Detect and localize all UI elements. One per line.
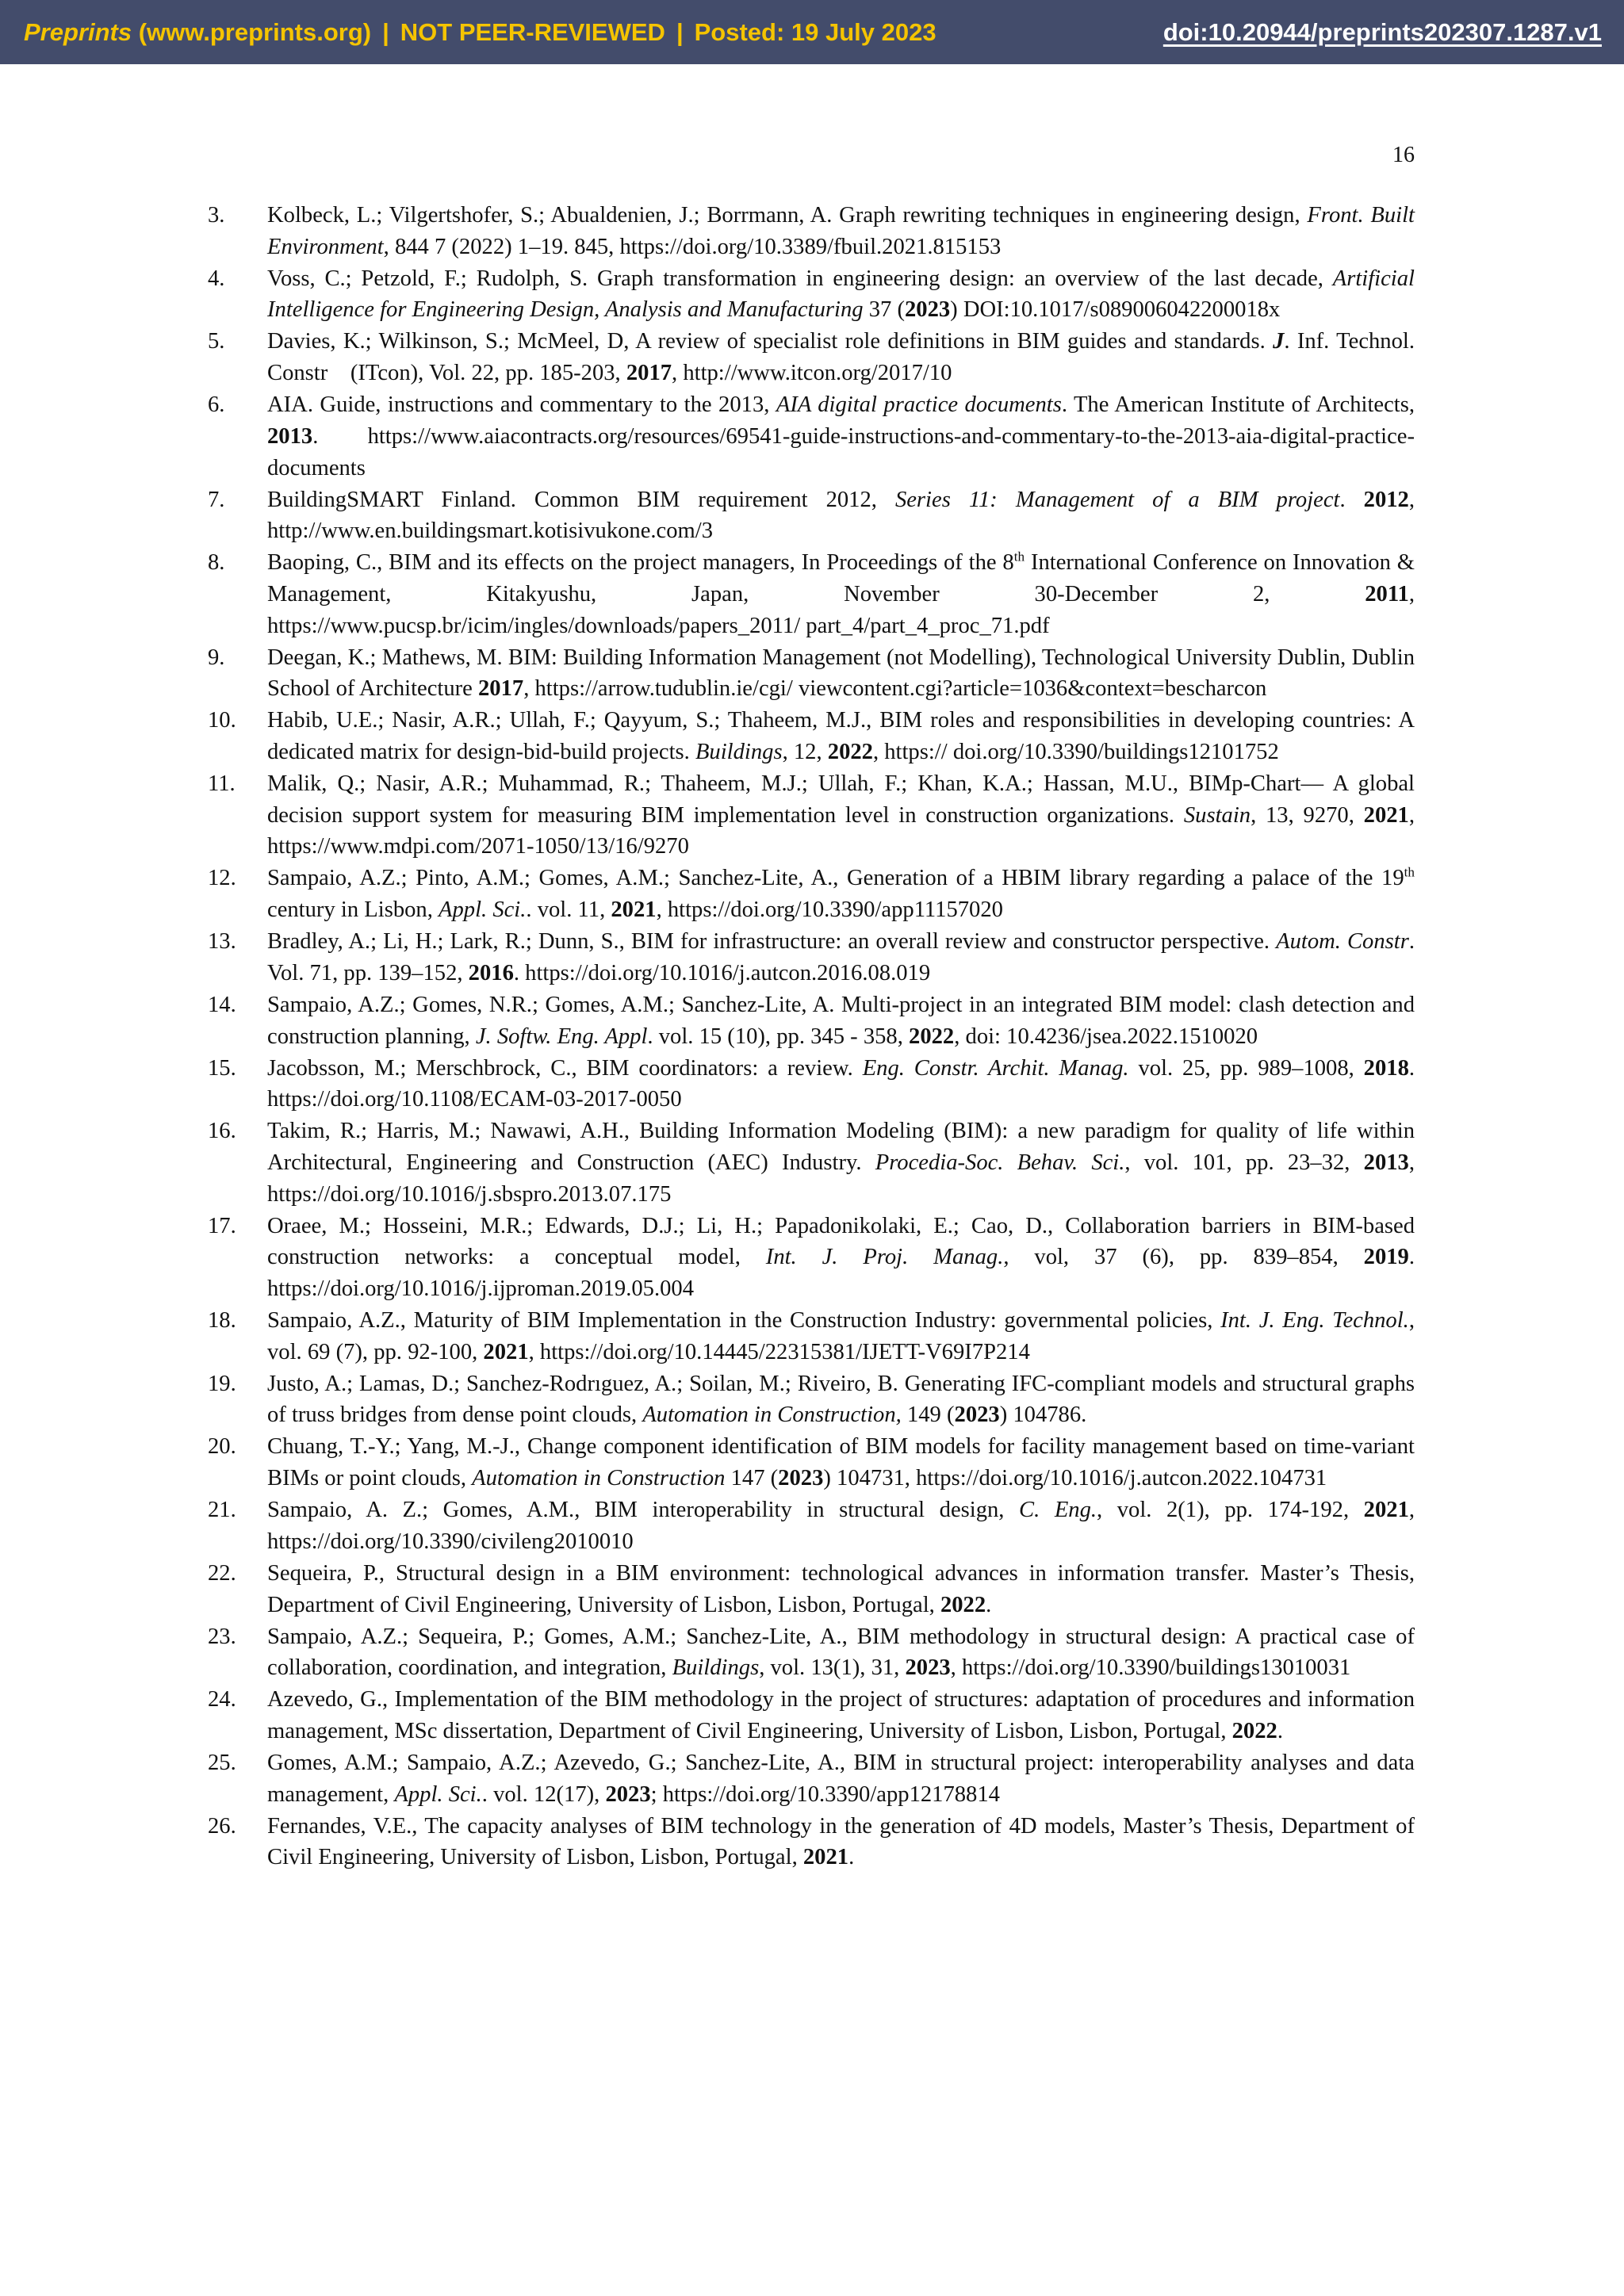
reference-segment: . https://www.aiacontracts.org/resources/69541-guide-instructions-and-commentary-to-the-2013-aia-digital-practice-documents [267, 423, 1415, 480]
publication-year: 2011 [1365, 581, 1409, 607]
reference-segment: , 12, [782, 740, 828, 765]
reference-item [208, 989, 1415, 1052]
reference-item [208, 326, 1415, 388]
publication-year: 2021 [802, 1845, 849, 1870]
reference-item [208, 1621, 1415, 1684]
reference-number: 13. [208, 929, 236, 955]
reference-segment: Deegan, K.; Mathews, M. BIM: Building Information Management (not Modelling), Technological University Dublin, Dublin School of Architecture [267, 645, 1415, 702]
publication-year: 2021 [1363, 1498, 1409, 1523]
reference-item [208, 389, 1415, 484]
reference-segment: century in Lisbon, [267, 897, 439, 923]
reference-item [208, 1431, 1415, 1494]
reference-item [208, 1368, 1415, 1431]
reference-segment: . https://doi.org/10.1108/ECAM-03-2017-0050 [267, 1055, 1415, 1112]
journal-title: Front. Built Environment [267, 203, 1415, 259]
reference-segment: Baoping, C., BIM and its effects on the project managers, In Proceedings of the 8 [267, 550, 1014, 576]
reference-segment: . The American Institute of Architects, [1061, 392, 1415, 418]
reference-segment: Sampaio, A. Z.; Gomes, A.M., BIM interoperability in structural design, [267, 1498, 1020, 1523]
reference-number: 12. [208, 866, 236, 891]
publication-year: 2023 [605, 1781, 651, 1807]
reference-segment: ) DOI:10.1017/s089006042200018x [950, 297, 1281, 323]
reference-segment: Jacobsson, M.; Merschbrock, C., BIM coordinators: a review. [267, 1055, 863, 1081]
reference-segment: , vol, 37 (6), pp. 839–854, [1003, 1245, 1364, 1270]
reference-segment: vol. 25, pp. 989–1008, [1128, 1055, 1364, 1081]
reference-segment: . https://doi.org/10.1016/j.ijproman.2019.05.004 [267, 1245, 1415, 1302]
reference-text [267, 1115, 1415, 1210]
publication-year: 2021 [1363, 802, 1409, 828]
publication-year: 2022 [1231, 1718, 1277, 1743]
reference-item [208, 1811, 1415, 1873]
reference-text [267, 389, 1415, 484]
reference-text [267, 1368, 1415, 1431]
reference-text [267, 1431, 1415, 1494]
publication-year: 2023 [904, 297, 951, 323]
reference-number: 19. [208, 1371, 236, 1396]
reference-segment: , https://doi.org/10.14445/22315381/IJETT-V69I7P214 [528, 1339, 1030, 1364]
reference-text [267, 705, 1415, 767]
banner-left [24, 18, 936, 47]
publication-year: 2017 [478, 676, 524, 702]
reference-text [267, 1053, 1415, 1115]
reference-segment: . vol. 12(17), [481, 1781, 606, 1807]
reference-segment: Davies, K.; Wilkinson, S.; McMeel, D, A review of specialist role definitions in BIM guides and standards. [267, 329, 1274, 354]
reference-segment: ) 104731, https://doi.org/10.1016/j.autcon.2022.104731 [823, 1466, 1327, 1491]
reference-text [267, 926, 1415, 989]
reference-segment: , https:// doi.org/10.3390/buildings12101752 [872, 740, 1279, 765]
journal-title: C. Eng. [1019, 1498, 1097, 1523]
reference-segment: Justo, A.; Lamas, D.; Sanchez-Rodrıguez, A.; Soilan, M.; Riveiro, B. Generating IFC-compliant models and structural graphs of truss bridges from dense point clouds, [267, 1371, 1415, 1428]
reference-segment: . vol. 11, [526, 897, 611, 923]
reference-segment: Sampaio, A.Z.; Sequeira, P.; Gomes, A.M.; Sanchez-Lite, A., BIM methodology in structural design: A practical case of collaboration, coordination, and integration, [267, 1624, 1415, 1681]
banner-separator: | [382, 17, 389, 46]
reference-segment: International Conference on Innovation & Management, Kitakyushu, Japan, November 30-December 2, [267, 550, 1415, 607]
reference-number: 18. [208, 1308, 236, 1334]
publication-year: 2012 [1363, 487, 1409, 512]
reference-segment: . Vol. 71, pp. 139–152, [267, 929, 1415, 985]
reference-segment: , doi: 10.4236/jsea.2022.1510020 [954, 1024, 1258, 1049]
reference-item [208, 1053, 1415, 1115]
reference-text [267, 547, 1415, 641]
reference-number: 24. [208, 1687, 236, 1712]
reference-segment: Kolbeck, L.; Vilgertshofer, S.; Abualdenien, J.; Borrmann, A. Graph rewriting techniques in engineering design, [267, 203, 1308, 228]
posted-date: Posted: 19 July 2023 [694, 17, 936, 46]
reference-segment: 149 ( [901, 1402, 955, 1428]
reference-number: 17. [208, 1213, 236, 1238]
preprints-brand: Preprints [24, 17, 132, 46]
reference-segment: Habib, U.E.; Nasir, A.R.; Ullah, F.; Qayyum, S.; Thaheem, M.J., BIM roles and responsibilities in developing countries: A dedicated matrix for design-bid-build projects. [267, 708, 1415, 765]
reference-item [208, 642, 1415, 705]
journal-title: Series 11: Management of a BIM project [894, 487, 1340, 512]
reference-segment: . [1339, 487, 1364, 512]
reference-number: 20. [208, 1434, 236, 1460]
reference-segment: , vol. 2(1), pp. 174-192, [1097, 1498, 1364, 1523]
reference-segment: , vol. 13(1), 31, [759, 1655, 906, 1681]
reference-segment: Fernandes, V.E., The capacity analyses of BIM technology in the generation of 4D models, Master’s Thesis, Department of Civil Engineering, University of Lisbon, Lisbon, Portugal, [267, 1813, 1415, 1870]
reference-segment: Sampaio, A.Z., Maturity of BIM Implementation in the Construction Industry: governmental policies, [267, 1308, 1221, 1334]
reference-number: 25. [208, 1750, 236, 1775]
reference-segment: , vol. 101, pp. 23–32, [1124, 1150, 1364, 1175]
publication-year: 2023 [954, 1402, 1000, 1428]
doi-link[interactable]: doi:10.20944/preprints202307.1287.v1 [1162, 17, 1602, 46]
reference-text [267, 768, 1415, 863]
reference-number: 14. [208, 992, 236, 1017]
peer-review-status: NOT PEER-REVIEWED [400, 17, 665, 46]
reference-number: 8. [208, 550, 225, 576]
reference-text [267, 989, 1415, 1052]
preprint-banner [0, 0, 1624, 64]
journal-title: Sustain [1183, 802, 1251, 828]
reference-text [267, 1494, 1415, 1557]
journal-title: Artificial Intelligence for Engineering Design, Analysis and Manufacturing [267, 266, 1415, 323]
reference-number: 23. [208, 1624, 236, 1649]
reference-segment: Sampaio, A.Z.; Pinto, A.M.; Gomes, A.M.; Sanchez-Lite, A., Generation of a HBIM library regarding a palace of the 19 [267, 866, 1404, 891]
reference-text [267, 200, 1415, 262]
reference-number: 3. [208, 203, 225, 228]
reference-text [267, 1621, 1415, 1684]
journal-title: Eng. Constr. Archit. Manag. [862, 1055, 1129, 1081]
reference-item [208, 926, 1415, 989]
journal-title: Int. J. Proj. Manag. [765, 1245, 1004, 1270]
reference-item [208, 768, 1415, 863]
reference-segment: Malik, Q.; Nasir, A.R.; Muhammad, R.; Thaheem, M.J.; Ullah, F.; Khan, K.A.; Hassan, M.U., BIMp-Chart— A global decision support system for measuring BIM implementation level in construction organizations. [267, 771, 1415, 828]
publication-year: 2022 [909, 1024, 955, 1049]
publication-year: 2013 [267, 423, 313, 449]
reference-item [208, 547, 1415, 641]
reference-item [208, 1115, 1415, 1210]
reference-number: 10. [208, 708, 236, 733]
publication-year: 2019 [1363, 1245, 1409, 1270]
reference-number: 9. [208, 645, 225, 670]
reference-item [208, 1211, 1415, 1305]
publication-year: 2023 [778, 1466, 824, 1491]
reference-segment: . vol. 15 (10), pp. 345 - 358, [647, 1024, 910, 1049]
reference-item [208, 1558, 1415, 1621]
reference-segment: 147 ( [725, 1466, 779, 1491]
reference-number: 16. [208, 1119, 236, 1144]
reference-number: 4. [208, 266, 225, 291]
reference-segment: , https://www.pucsp.br/icim/ingles/downloads/papers_2011/ part_4/part_4_proc_71.pdf [267, 581, 1415, 638]
reference-text [267, 326, 1415, 388]
publication-year: 2017 [626, 361, 672, 386]
journal-title: J [1273, 329, 1285, 354]
reference-segment: Takim, R.; Harris, M.; Nawawi, A.H., Building Information Modeling (BIM): a new paradigm for quality of life within Architectural, Engineering and Construction (AEC) Industry. [267, 1119, 1415, 1175]
reference-segment: AIA. Guide, instructions and commentary to the 2013, [267, 392, 776, 418]
reference-segment: , 844 7 (2022) 1–19. 845, https://doi.org/10.3389/fbuil.2021.815153 [383, 234, 1002, 259]
reference-segment: , https://doi.org/10.3390/buildings13010031 [950, 1655, 1351, 1681]
reference-segment: Sequeira, P., Structural design in a BIM environment: technological advances in information transfer. Master’s Thesis, Department of Civil Engineering, University of Lisbon, Lisbon, Portugal, [267, 1560, 1415, 1617]
reference-segment: , https://www.mdpi.com/2071-1050/13/16/9270 [267, 802, 1415, 859]
reference-text [267, 484, 1415, 547]
reference-number: 21. [208, 1498, 236, 1523]
publication-year: 2018 [1363, 1055, 1409, 1081]
reference-segment: Gomes, A.M.; Sampaio, A.Z.; Azevedo, G.; Sanchez-Lite, A., BIM in structural project: interoperability analyses and data management, [267, 1750, 1415, 1807]
reference-item [208, 705, 1415, 767]
preprints-site-link[interactable]: (www.preprints.org) [138, 17, 372, 46]
reference-segment: 37 ( [863, 297, 905, 323]
journal-title: Appl. Sci. [439, 897, 527, 923]
reference-item [208, 1305, 1415, 1368]
journal-title: Automation in Construction, [642, 1402, 902, 1428]
reference-segment: Oraee, M.; Hosseini, M.R.; Edwards, D.J.; Li, H.; Papadonikolaki, E.; Cao, D., Collaboration barriers in BIM-based construction networks: a conceptual model, [267, 1213, 1415, 1270]
reference-segment: ) 104786. [999, 1402, 1087, 1428]
journal-title: Int. J. Eng. Technol. [1220, 1308, 1409, 1334]
publication-year: 2023 [905, 1655, 951, 1681]
page-number: 16 [1392, 143, 1415, 167]
reference-text [267, 1305, 1415, 1368]
reference-text [267, 1811, 1415, 1873]
reference-item [208, 1494, 1415, 1557]
reference-segment: , vol. 69 (7), pp. 92-100, [267, 1308, 1415, 1364]
reference-segment: , https://doi.org/10.1016/j.sbspro.2013.07.175 [267, 1150, 1415, 1207]
reference-segment: , http://www.en.buildingsmart.kotisivukone.com/3 [267, 487, 1415, 544]
reference-item [208, 263, 1415, 326]
reference-item [208, 200, 1415, 262]
journal-title: Autom. Constr [1276, 929, 1409, 955]
reference-number: 6. [208, 392, 225, 418]
reference-segment: th [1404, 864, 1415, 880]
publication-year: 2021 [483, 1339, 529, 1364]
journal-title: Automation in Construction [472, 1466, 726, 1491]
reference-segment: . [986, 1592, 992, 1617]
reference-item [208, 1684, 1415, 1747]
publication-year: 2022 [940, 1592, 986, 1617]
reference-number: 5. [208, 329, 225, 354]
journal-title: Procedia-Soc. Behav. Sci. [875, 1150, 1125, 1175]
reference-number: 11. [208, 771, 236, 797]
reference-number: 26. [208, 1813, 236, 1839]
journal-title: Buildings [672, 1655, 760, 1681]
journal-title: AIA digital practice documents [776, 392, 1062, 418]
reference-text [267, 263, 1415, 326]
reference-item [208, 1747, 1415, 1810]
reference-segment: Bradley, A.; Li, H.; Lark, R.; Dunn, S., BIM for infrastructure: an overall review and constructor perspective. [267, 929, 1277, 955]
reference-segment: , http://www.itcon.org/2017/10 [672, 361, 952, 386]
reference-number: 7. [208, 487, 225, 512]
reference-segment: . Inf. Technol. Constr (ITcon), Vol. 22, pp. 185-203, [267, 329, 1415, 386]
reference-segment: Sampaio, A.Z.; Gomes, N.R.; Gomes, A.M.; Sanchez-Lite, A. Multi-project in an integrated BIM model: clash detection and construction planning, [267, 992, 1415, 1049]
reference-number: 15. [208, 1055, 236, 1081]
reference-segment: BuildingSMART Finland. Common BIM requirement 2012, [267, 487, 895, 512]
reference-list [208, 200, 1415, 1873]
reference-segment: Voss, C.; Petzold, F.; Rudolph, S. Graph transformation in engineering design: an overview of the last decade, [267, 266, 1333, 291]
reference-segment: , 13, 9270, [1251, 802, 1364, 828]
reference-number: 22. [208, 1560, 236, 1586]
reference-segment: Chuang, T.-Y.; Yang, M.-J., Change component identification of BIM models for facility management based on time-variant BIMs or point clouds, [267, 1434, 1415, 1491]
reference-segment: ; https://doi.org/10.3390/app12178814 [650, 1781, 1000, 1807]
reference-segment: , https://arrow.tudublin.ie/cgi/ viewcontent.cgi?article=1036&context=bescharcon [523, 676, 1267, 702]
reference-segment: . [848, 1845, 855, 1870]
reference-segment: Azevedo, G., Implementation of the BIM methodology in the project of structures: adaptation of procedures and information management, MSc dissertation, Department of Civil Engineering, University of Lisbon, Lisbon, Portugal, [267, 1687, 1415, 1743]
publication-year: 2021 [611, 897, 657, 923]
reference-segment: , https://doi.org/10.3390/app11157020 [656, 897, 1003, 923]
reference-text [267, 1558, 1415, 1621]
publication-year: 2022 [827, 740, 873, 765]
reference-text [267, 1211, 1415, 1305]
reference-text [267, 642, 1415, 705]
reference-item [208, 863, 1415, 925]
journal-title: Buildings [695, 740, 783, 765]
reference-text [267, 1747, 1415, 1810]
journal-title: J. Softw. Eng. Appl [475, 1024, 648, 1049]
reference-text [267, 863, 1415, 925]
journal-title: Appl. Sci. [394, 1781, 482, 1807]
reference-segment: , https://doi.org/10.3390/civileng2010010 [267, 1498, 1415, 1554]
publication-year: 2016 [468, 960, 514, 985]
publication-year: 2013 [1363, 1150, 1409, 1175]
banner-separator: | [676, 17, 684, 46]
reference-segment: . [1277, 1718, 1283, 1743]
reference-text [267, 1684, 1415, 1747]
reference-segment: th [1013, 549, 1025, 564]
reference-segment: . https://doi.org/10.1016/j.autcon.2016.08.019 [513, 960, 931, 985]
reference-item [208, 484, 1415, 547]
